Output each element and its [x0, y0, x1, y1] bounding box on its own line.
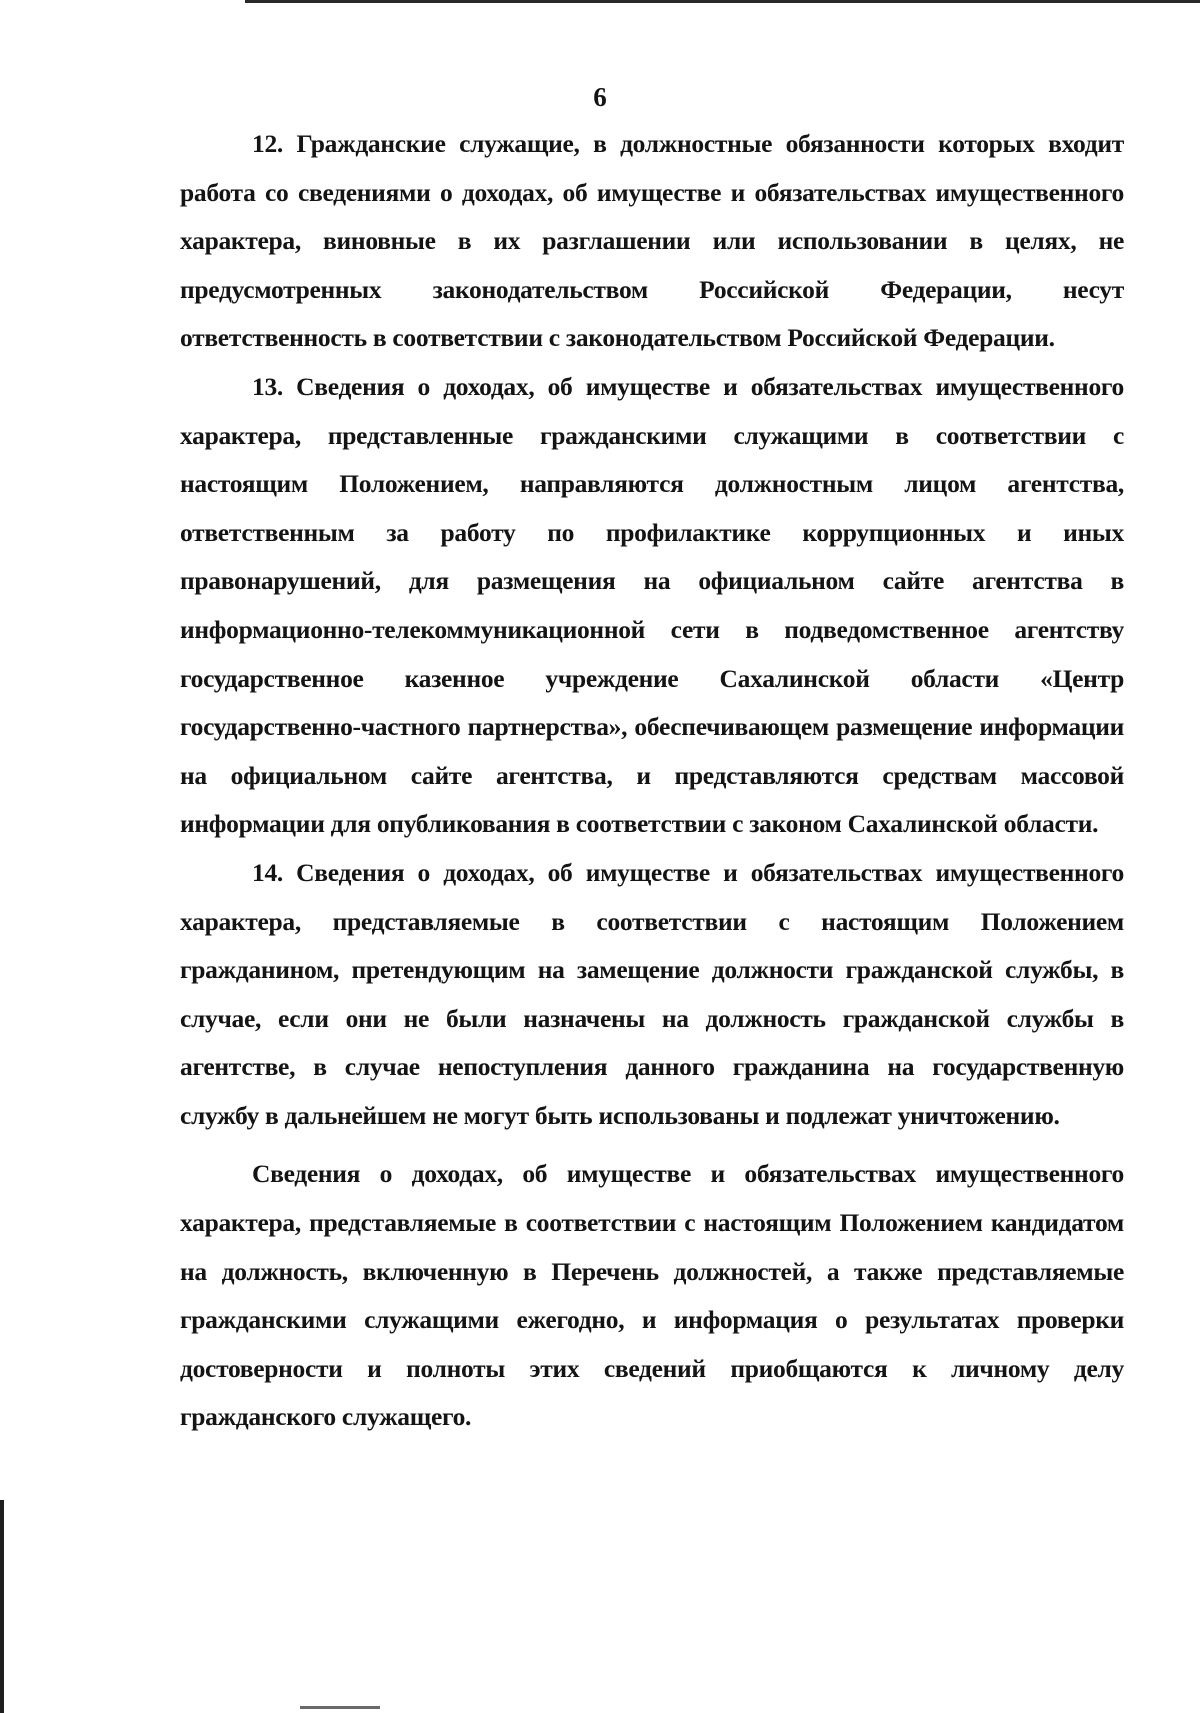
page-number: 6	[593, 82, 607, 112]
scan-edge-top	[245, 0, 1200, 3]
paragraph-final: Сведения о доходах, об имуществе и обязательствах имущественного характера, представляемые в соответствии с настоящим Положением кандидатом на должность, включенную в Перечень должностей, а также представляемые гражданскими служащими ежегодно, и информация о результатах проверки достоверности и полноты этих сведений приобщаются к личному делу гражданского служащего.	[180, 1159, 1124, 1432]
paragraph-14: 14. Сведения о доходах, об имуществе и обязательствах имущественного характера, представляемые в соответствии с настоящим Положением гражданином, претендующим на замещение должности гражданской службы, в случае, если они не были назначены на должность гражданской службы в агентстве, в случае непоступления данного гражданина на государственную службу в дальнейшем не могут быть использованы и подлежат уничтожению.	[180, 857, 1124, 1130]
paragraph-13: 13. Сведения о доходах, об имуществе и обязательствах имущественного характера, представленные гражданскими служащими в соответствии с настоящим Положением, направляются должностным лицом агентства, ответственным за работу по профилактике коррупционных и иных правонарушений, для размещения на официальном сайте агентства в информационно-телекоммуникационной сети в подведомственное агентству государственное казенное учреждение Сахалинской области «Центр государственно-частного партнерства», обеспечивающем размещение информации на официальном сайте агентства, и представляются средствам массовой информации для опубликования в соответствии с законом Сахалинской области.	[180, 371, 1124, 839]
paragraph-12: 12. Гражданские служащие, в должностные обязанности которых входит работа со сведениями о доходах, об имуществе и обязательствах имущественного характера, виновные в их разглашении или использовании в целях, не предусмотренных законодательством Российской Федерации, несут ответственность в соответствии с законодательством Российской Федерации.	[180, 129, 1124, 353]
document-body	[180, 120, 1124, 1442]
scan-edge-bottom	[300, 1706, 380, 1709]
scan-edge-left	[0, 1500, 4, 1713]
